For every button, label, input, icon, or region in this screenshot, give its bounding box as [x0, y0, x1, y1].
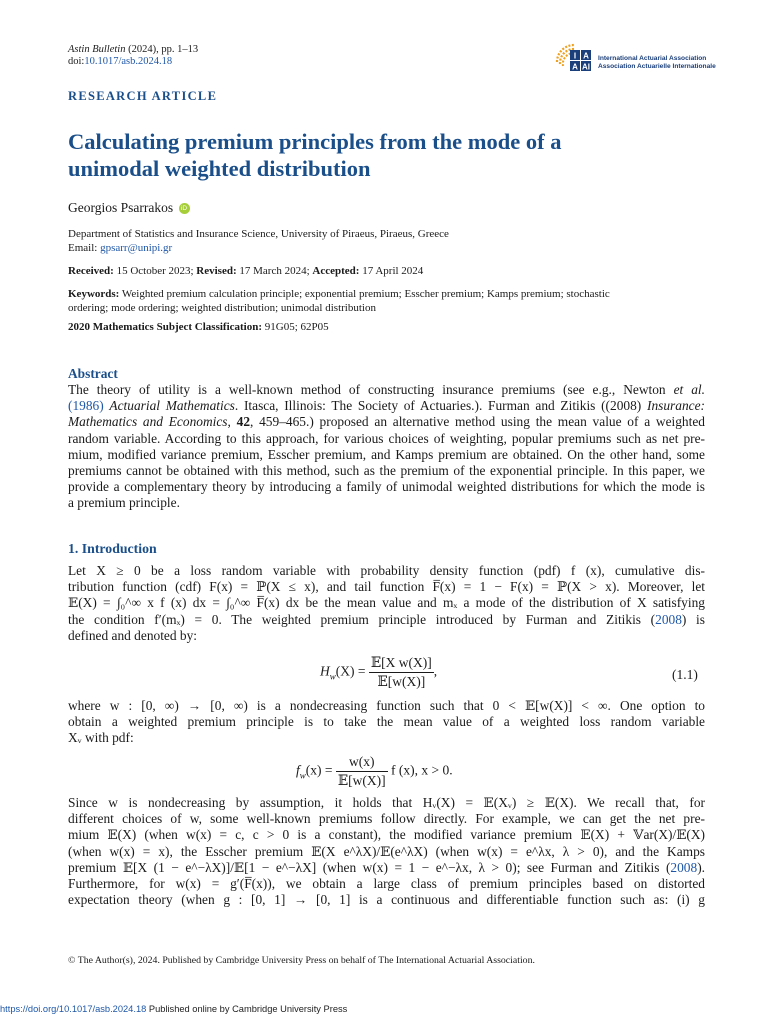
abstract-line-4: random variable. According to this approach, for various choices of weighting, popular premiums such as net pre- [68, 430, 705, 446]
abstract-line-7: provide a complementary theory by introducing a family of unimodal weighted distributions for which the mode is [68, 479, 705, 495]
intro-line-2: tribution function (cdf) F(x) = ℙ(X ≤ x), and tail function F̅(x) = 1 − F(x) = ℙ(X > x). Moreover, let [68, 579, 705, 595]
email-label: Email: [68, 242, 98, 254]
accepted-label: Accepted: [312, 265, 360, 277]
abstract-ref-1986[interactable]: (1986) [68, 398, 104, 414]
keywords-line-2: ordering; mode ordering; weighted distribution; unimodal distribution [68, 302, 376, 314]
doi-prefix: doi: [68, 56, 85, 67]
msc-value: 91G05; 62P05 [264, 321, 329, 333]
para3-line-4: (when w(x) = x), the Esscher premium 𝔼(X e^λX)/𝔼(e^λX) (when w(x) = e^λx, λ > 0), and the Kamps [68, 843, 705, 859]
journal-year-pages: (2024), pp. 1–13 [128, 44, 199, 55]
copyright-notice: © The Author(s), 2024. Published by Cambridge University Press on behalf of The International Actuarial Association. [68, 955, 535, 966]
abstract-heading: Abstract [68, 366, 118, 381]
author-name: Georgios Psarrakos [68, 200, 174, 215]
received-label: Received: [68, 265, 114, 277]
intro-line-3: 𝔼(X) = ∫₀^∞ x f (x) dx = ∫₀^∞ F̅(x) dx be the mean value and mₓ a mode of the distribution of X satisfying [68, 595, 705, 611]
orcid-icon[interactable] [179, 203, 190, 214]
dates-line [68, 264, 423, 278]
abstract-line-3: Mathematics and Economics, 42, 459–465.) proposed an alternative method using the mean value of a weighted [68, 414, 705, 430]
iaa-logo-line1: International Actuarial Association [598, 55, 707, 62]
abstract-line-6: premiums cannot be obtained with this method, such as the premium of the exponential principle. In this paper, we [68, 463, 705, 479]
affiliation: Department of Statistics and Insurance Science, University of Piraeus, Piraeus, Greece [68, 228, 449, 240]
section-1-heading: 1. Introduction [68, 541, 157, 556]
msc-label: 2020 Mathematics Subject Classification: [68, 321, 263, 333]
ref-2008-a[interactable]: 2008 [655, 611, 682, 627]
intro-paragraph-3 [68, 795, 705, 908]
article-type: RESEARCH ARTICLE [68, 89, 218, 103]
title-line-2: unimodal weighted distribution [68, 156, 371, 181]
accepted-date: 17 April 2024 [362, 265, 424, 277]
abstract-body [68, 382, 705, 512]
iaa-logo-text [598, 55, 718, 71]
email-link[interactable]: gpsarr@unipi.gr [100, 242, 173, 254]
para2-line-3: Xᵥ with pdf: [68, 730, 134, 746]
doi-link[interactable]: 10.1017/asb.2024.18 [84, 56, 173, 67]
svg-text:A: A [572, 62, 578, 72]
para2-line-1: where w : [0, ∞) → [0, ∞) is a nondecreasing function such that 0 < 𝔼[w(X)] < ∞. One option to [68, 698, 705, 713]
journal-name: Astin Bulletin [68, 44, 126, 55]
email-line [68, 241, 172, 255]
intro-paragraph-1 [68, 563, 705, 644]
footer-line [0, 1004, 347, 1014]
keywords-label: Keywords: [68, 288, 120, 300]
msc-line [68, 320, 329, 334]
abstract-line-5: mium, modified variance premium, Esscher premium, and Kamps premium are obtained. On the other hand, some [68, 446, 705, 462]
equation-1-1: $H_w(X)$ = $\frac{\text{𝔼[X w(X)]}}{\text{𝔼[w(X)]}}$ , [320, 655, 438, 689]
para3-line-7: expectation theory (when g : [0, 1] → [0, 1] is a continuous and differentiable function such as: (i) g [68, 892, 705, 908]
revised-date: 17 March 2024; [239, 265, 310, 277]
svg-text:AI: AI [582, 62, 590, 72]
iaa-logo-line2: Association Actuarielle Internationale [598, 63, 716, 70]
doi-line [68, 55, 172, 68]
para3-line-2: different choices of w, some well-known premiums follow directly. For example, we can get the net pre- [68, 811, 705, 827]
para3-line-1: Since w is nondecreasing by assumption, it holds that Hᵥ(X) = 𝔼(Xᵥ) ≥ 𝔼(X). We recall that, for [68, 795, 705, 810]
keywords-line-1: Weighted premium calculation principle; exponential premium; Esscher premium; Kamps premium; stochastic [121, 288, 610, 300]
footer-published: Published online by Cambridge University Press [148, 1004, 348, 1014]
ref-2008-b[interactable]: 2008 [670, 859, 698, 875]
author-line [68, 200, 190, 216]
equation-weighted-pdf: $f_w(x)$ = $\frac{w(x)}{\text{𝔼[w(X)]}}$ f (x), x > 0. [296, 754, 453, 788]
received-date: 15 October 2023; [116, 265, 194, 277]
title-line-1: Calculating premium principles from the mode of a [68, 129, 562, 154]
keywords-block [68, 287, 708, 315]
abstract-line-8: a premium principle. [68, 495, 180, 511]
intro-line-1: Let X ≥ 0 be a loss random variable with probability density function (pdf) f (x), cumulative dis- [68, 563, 705, 578]
para2-line-2: obtain a weighted premium principle is to take the mean value of a weighted loss random variable [68, 714, 705, 730]
intro-line-4: the condition f′(mₓ) = 0. The weighted premium principle introduced by Furman and Zitikis (2008) is [68, 611, 705, 627]
para3-line-6: Furthermore, for w(x) = g′(F̅(x)), we obtain a large class of premium principles based on distorted [68, 876, 705, 892]
abstract-line-2: (1986) Actuarial Mathematics. Itasca, Illinois: The Society of Actuaries.). Furman and Zitikis ((2008) Insurance: [68, 398, 705, 414]
intro-line-5: defined and denoted by: [68, 627, 198, 643]
svg-text:A: A [583, 51, 589, 61]
abstract-line-1: The theory of utility is a well-known method of constructing insurance premiums (see e.g., Newton et al. [68, 382, 705, 397]
svg-text:I: I [573, 51, 577, 61]
revised-label: Revised: [196, 265, 237, 277]
iaa-logo [554, 40, 594, 74]
para3-line-3: mium 𝔼(X) (when w(x) = c, c > 0 is a constant), the modified variance premium 𝔼(X) + 𝕍ar(X)/𝔼(X) [68, 827, 705, 843]
article-title [68, 128, 562, 182]
iaa-globe-icon [554, 40, 594, 74]
para3-line-5: premium 𝔼[X (1 − e^−λX)]/𝔼[1 − e^−λX] (when w(x) = 1 − e^−λx, λ > 0); see Furman and Zitikis (2008). [68, 859, 705, 875]
intro-paragraph-2 [68, 698, 705, 747]
footer-doi-link[interactable]: https://doi.org/10.1017/asb.2024.18 [0, 1004, 147, 1014]
orcid-label: iD [180, 205, 188, 212]
equation-tag-1-1: (1.1) [672, 667, 698, 682]
